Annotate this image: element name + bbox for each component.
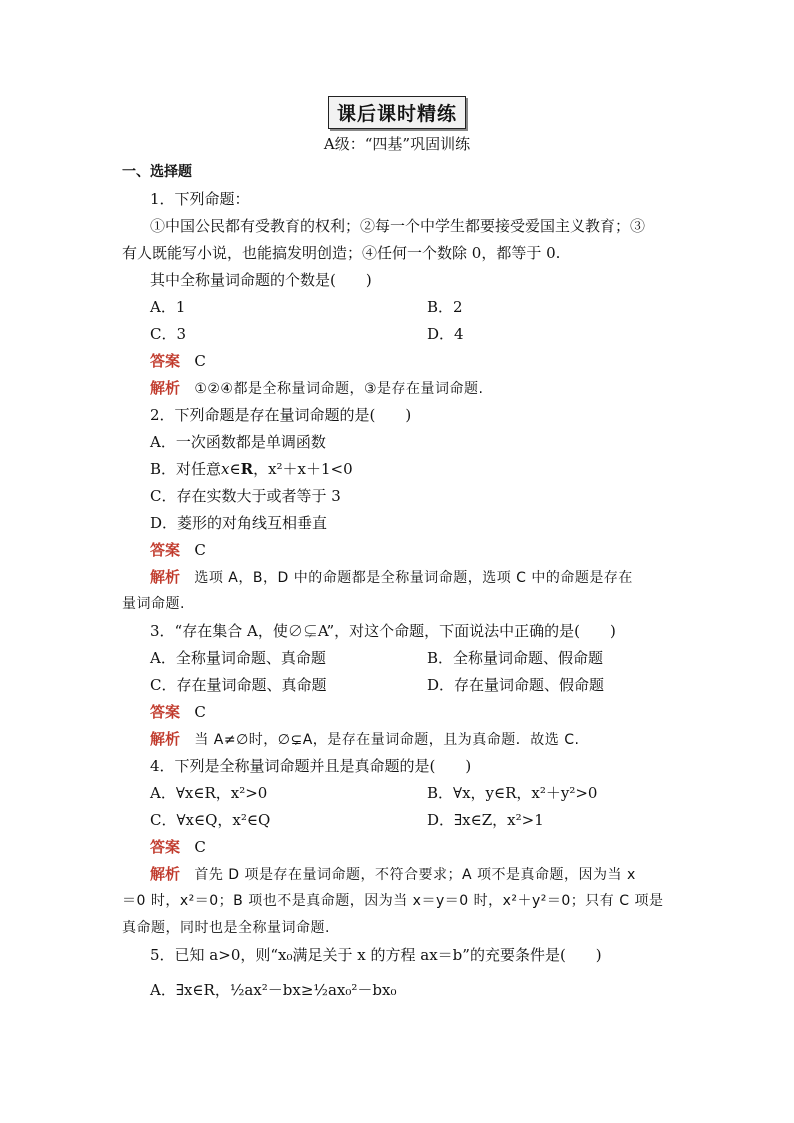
q3-answer (150, 702, 206, 722)
answer-value: C (194, 541, 206, 559)
q1-question: 其中全称量词命题的个数是( ) (150, 271, 372, 289)
q2-option-d: D．菱形的对角线互相垂直 (150, 514, 328, 532)
q4-option-b: B．∀x，y∈R，x²＋y²>0 (427, 784, 598, 802)
q2-option-a: A．一次函数都是单调函数 (150, 433, 326, 451)
q1-option-b: B．2 (427, 298, 463, 316)
answer-label: 答案 (150, 838, 181, 856)
title-area (0, 96, 794, 129)
page-title: 课后课时精练 (328, 96, 466, 129)
q1-analysis (150, 378, 483, 399)
q3-option-b: B．全称量词命题、假命题 (427, 649, 604, 667)
q4-analysis-line2: ＝0 时，x²＝0；B 项也不是真命题，因为当 x＝y＝0 时，x²＋y²＝0；只有 C 项是 (122, 893, 664, 909)
q2-analysis-line1 (150, 567, 633, 588)
q5-option-a: A．∃x∈R，½ax²－bx≥½ax₀²－bx₀ (150, 981, 397, 999)
q2-stem: 2．下列命题是存在量词命题的是( ) (150, 406, 412, 424)
q1-body-line1: ①中国公民都有受教育的权利；②每一个中学生都要接受爱国主义教育；③ (150, 217, 646, 235)
q4-answer (150, 837, 206, 857)
q4-analysis-line3: 真命题，同时也是全称量词命题. (122, 920, 330, 936)
q1-option-c: C．3 (150, 325, 187, 343)
q2-analysis-line2: 量词命题. (122, 596, 185, 612)
q3-option-d: D．存在量词命题、假命题 (427, 676, 605, 694)
q4-stem: 4．下列是全称量词命题并且是真命题的是( ) (150, 757, 472, 775)
answer-label: 答案 (150, 703, 181, 721)
q4-option-a: A．∀x∈R，x²>0 (150, 784, 268, 802)
answer-value: C (194, 838, 206, 856)
q2-answer (150, 540, 206, 560)
answer-value: C (194, 352, 206, 370)
q1-body-line2: 有人既能写小说，也能搞发明创造；④任何一个数除 0，都等于 0. (122, 244, 561, 262)
q4-analysis-line1 (150, 864, 636, 885)
q3-option-c: C．存在量词命题、真命题 (150, 676, 327, 694)
answer-value: C (194, 703, 206, 721)
q1-option-a: A．1 (150, 298, 186, 316)
analysis-label: 解析 (150, 730, 181, 748)
level-subtitle: A级：“四基”巩固训练 (323, 135, 471, 153)
answer-label: 答案 (150, 352, 181, 370)
analysis-label: 解析 (150, 568, 181, 586)
q4-option-c: C．∀x∈Q，x²∈Q (150, 811, 271, 829)
analysis-text: 选项 A，B，D 中的命题都是全称量词命题，选项 C 中的命题是存在 (194, 570, 633, 586)
analysis-label: 解析 (150, 865, 181, 883)
q5-stem: 5．已知 a>0，则“x₀满足关于 x 的方程 ax＝b”的充要条件是( ) (150, 946, 602, 964)
q1-option-d: D．4 (427, 325, 464, 343)
q4-option-d: D．∃x∈Z，x²>1 (427, 811, 544, 829)
analysis-text: 首先 D 项是存在量词命题，不符合要求；A 项不是真命题，因为当 x (194, 867, 636, 883)
q3-option-a: A．全称量词命题、真命题 (150, 649, 326, 667)
q3-analysis (150, 729, 579, 750)
q1-answer (150, 351, 206, 371)
answer-label: 答案 (150, 541, 181, 559)
q2-option-b: B．对任意x∈R，x²＋x＋1<0 (150, 460, 353, 478)
q3-stem: 3．“存在集合 A，使∅⊊A”，对这个命题，下面说法中正确的是( ) (150, 622, 616, 640)
q1-stem: 1．下列命题： (150, 190, 250, 208)
q2-option-c: C．存在实数大于或者等于 3 (150, 487, 341, 505)
analysis-text: ①②④都是全称量词命题，③是存在量词命题. (194, 381, 484, 397)
section-heading: 一、选择题 (122, 164, 192, 180)
analysis-text: 当 A≠∅时，∅⊊A，是存在量词命题，且为真命题．故选 C. (194, 732, 580, 748)
analysis-label: 解析 (150, 379, 181, 397)
